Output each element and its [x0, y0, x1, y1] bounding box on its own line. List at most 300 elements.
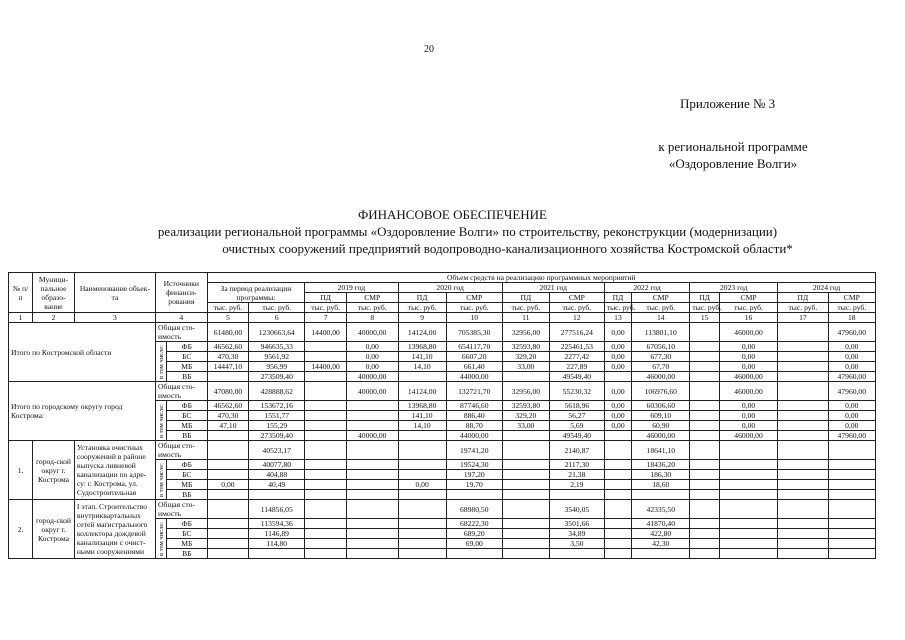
value-cell: 0,00 — [828, 421, 875, 431]
year-2022-header: 2022 год — [604, 283, 690, 293]
value-cell: 2117,30 — [549, 460, 604, 470]
object-row — [9, 500, 876, 519]
value-cell: 46000,00 — [632, 372, 690, 382]
smr-header: СМР — [828, 293, 875, 303]
value-cell — [346, 529, 398, 539]
value-cell: 0,00 — [604, 411, 631, 421]
value-cell — [207, 539, 249, 549]
value-cell — [207, 431, 249, 441]
municipality: город-ской округ г. Кострома — [33, 441, 75, 500]
value-cell: 46000,00 — [632, 431, 690, 441]
value-cell: 1230663,64 — [249, 323, 305, 342]
column-number: 2 — [33, 313, 75, 323]
value-cell: 42,30 — [632, 539, 690, 549]
value-cell: 114856,05 — [249, 500, 305, 519]
column-number: 10 — [446, 313, 502, 323]
row-number: 2. — [9, 500, 33, 559]
value-cell — [398, 529, 446, 539]
value-cell: 69,00 — [446, 539, 502, 549]
value-cell: 3501,66 — [549, 519, 604, 529]
source-label: ФБ — [167, 342, 208, 352]
source-label: ВБ — [167, 490, 208, 500]
value-cell: 277516,24 — [549, 323, 604, 342]
value-cell — [604, 372, 631, 382]
value-cell: 404,88 — [249, 470, 305, 480]
value-cell — [690, 441, 720, 460]
value-cell — [346, 411, 398, 421]
smr-header: СМР — [719, 293, 777, 303]
value-cell: 46562,60 — [207, 401, 249, 411]
value-cell — [502, 500, 549, 519]
value-cell: 13968,80 — [398, 342, 446, 352]
value-cell: 0,00 — [828, 411, 875, 421]
unit-header: тыс. руб. — [207, 303, 249, 313]
title-line-3: очистных сооружений предприятий водопроводно-канализационного хозяйства Костромской области* — [222, 241, 793, 256]
value-cell: 0,00 — [828, 401, 875, 411]
total-row — [9, 382, 876, 401]
unit-header: тыс. руб. — [346, 303, 398, 313]
col-source-header: Источники финанси-рования — [156, 273, 208, 313]
total-row — [9, 323, 876, 342]
value-cell: 0,00 — [604, 401, 631, 411]
value-cell — [502, 519, 549, 529]
value-cell — [690, 490, 720, 500]
value-cell — [305, 411, 347, 421]
value-cell — [604, 519, 631, 529]
value-cell: 18641,10 — [632, 441, 690, 460]
value-cell: 227,89 — [549, 362, 604, 372]
value-cell: 14124,00 — [398, 382, 446, 401]
value-cell — [305, 519, 347, 529]
value-cell: 946635,33 — [249, 342, 305, 352]
source-label: МБ — [167, 421, 208, 431]
unit-header: тыс. руб. — [632, 303, 690, 313]
value-cell: 0,00 — [828, 362, 875, 372]
value-cell — [719, 441, 777, 460]
value-cell — [778, 323, 828, 342]
value-cell — [690, 342, 720, 352]
col-object-header: Наименование объек-та — [74, 273, 155, 313]
pd-header: ПД — [604, 293, 631, 303]
value-cell: 153672,16 — [249, 401, 305, 411]
value-cell — [305, 549, 347, 559]
value-cell: 0,00 — [346, 342, 398, 352]
value-cell — [604, 500, 631, 519]
value-cell — [632, 490, 690, 500]
year-2024-header: 2024 год — [778, 283, 876, 293]
column-number: 1 — [9, 313, 33, 323]
value-cell — [346, 490, 398, 500]
col-num-header: № п/п — [9, 273, 33, 313]
smr-header: СМР — [446, 293, 502, 303]
appendix-ref-line1: к региональной программе — [658, 139, 808, 154]
value-cell: 0,00 — [604, 362, 631, 372]
value-cell — [604, 529, 631, 539]
value-cell: 470,30 — [207, 352, 249, 362]
source-label: БС — [167, 411, 208, 421]
value-cell — [346, 421, 398, 431]
value-cell — [828, 549, 875, 559]
column-number: 14 — [632, 313, 690, 323]
value-cell — [604, 539, 631, 549]
value-cell — [719, 549, 777, 559]
value-cell — [346, 549, 398, 559]
value-cell — [719, 539, 777, 549]
value-cell: 60306,60 — [632, 401, 690, 411]
value-cell: 40000,00 — [346, 323, 398, 342]
smr-header: СМР — [632, 293, 690, 303]
value-cell: 186,30 — [632, 470, 690, 480]
value-cell — [778, 421, 828, 431]
value-cell: 32593,80 — [502, 342, 549, 352]
value-cell — [207, 460, 249, 470]
value-cell: 0,00 — [719, 421, 777, 431]
value-cell — [632, 549, 690, 559]
value-cell: 14,10 — [398, 421, 446, 431]
value-cell: 49549,40 — [549, 431, 604, 441]
year-2023-header: 2023 год — [690, 283, 778, 293]
value-cell — [398, 539, 446, 549]
value-cell — [207, 500, 249, 519]
value-cell: 114,80 — [249, 539, 305, 549]
value-cell: 32593,80 — [502, 401, 549, 411]
value-cell — [305, 401, 347, 411]
value-cell — [398, 460, 446, 470]
value-cell — [305, 529, 347, 539]
unit-header: тыс. руб. — [828, 303, 875, 313]
value-cell — [828, 441, 875, 460]
value-cell: 1551,77 — [249, 411, 305, 421]
value-cell — [249, 490, 305, 500]
column-number: 15 — [690, 313, 720, 323]
value-cell — [346, 539, 398, 549]
value-cell — [690, 372, 720, 382]
value-cell: 0,00 — [604, 323, 631, 342]
value-cell: 113801,10 — [632, 323, 690, 342]
including-label: в том числе: — [156, 519, 167, 559]
value-cell — [502, 539, 549, 549]
value-cell — [778, 411, 828, 421]
value-cell — [778, 401, 828, 411]
value-cell: 60,90 — [632, 421, 690, 431]
column-number: 6 — [249, 313, 305, 323]
value-cell: 47080,00 — [207, 382, 249, 401]
unit-header: тыс. руб. — [446, 303, 502, 313]
value-cell: 61480,00 — [207, 323, 249, 342]
value-cell: 705385,30 — [446, 323, 502, 342]
value-cell: 155,29 — [249, 421, 305, 431]
value-cell: 41870,40 — [632, 519, 690, 529]
value-cell: 14400,00 — [305, 323, 347, 342]
value-cell: 0,00 — [604, 382, 631, 401]
value-cell — [207, 529, 249, 539]
value-cell — [305, 352, 347, 362]
year-2019-header: 2019 год — [305, 283, 398, 293]
group-name: Итого по Костромской области — [9, 323, 156, 382]
value-cell: 40077,80 — [249, 460, 305, 470]
value-cell: 329,20 — [502, 411, 549, 421]
column-number: 8 — [346, 313, 398, 323]
value-cell — [778, 490, 828, 500]
value-cell — [502, 470, 549, 480]
column-number: 7 — [305, 313, 347, 323]
smr-header: СМР — [549, 293, 604, 303]
value-cell: 46000,00 — [719, 323, 777, 342]
value-cell: 654117,70 — [446, 342, 502, 352]
value-cell: 2,19 — [549, 480, 604, 490]
source-label: ФБ — [167, 519, 208, 529]
value-cell — [828, 460, 875, 470]
value-cell — [305, 421, 347, 431]
column-number: 3 — [74, 313, 155, 323]
value-cell: 14124,00 — [398, 323, 446, 342]
value-cell: 56,27 — [549, 411, 604, 421]
title-line-1: ФИНАНСОВОЕ ОБЕСПЕЧЕНИЕ — [357, 207, 548, 222]
value-cell: 46000,00 — [719, 382, 777, 401]
column-number: 5 — [207, 313, 249, 323]
value-cell — [690, 421, 720, 431]
year-2020-header: 2020 год — [398, 283, 502, 293]
value-cell — [690, 539, 720, 549]
value-cell: 33,00 — [502, 362, 549, 372]
value-cell: 956,99 — [249, 362, 305, 372]
value-cell: 0,00 — [719, 362, 777, 372]
object-name: I этап. Строительство внутриквартальных сетей магистрального коллектора дождевой канализации с очист-ными сооружениями — [74, 500, 155, 559]
value-cell — [778, 431, 828, 441]
value-cell: 661,40 — [446, 362, 502, 372]
value-cell — [690, 362, 720, 372]
value-cell — [207, 441, 249, 460]
value-cell — [249, 549, 305, 559]
value-cell: 33,00 — [502, 421, 549, 431]
page-number: 20 — [424, 44, 434, 55]
value-cell: 68222,30 — [446, 519, 502, 529]
value-cell — [549, 490, 604, 500]
value-cell — [690, 470, 720, 480]
value-cell — [207, 490, 249, 500]
unit-header: тыс. руб. — [690, 303, 720, 313]
value-cell: 5618,96 — [549, 401, 604, 411]
value-cell — [549, 549, 604, 559]
value-cell — [778, 500, 828, 519]
value-cell: 19741,20 — [446, 441, 502, 460]
value-cell: 113594,36 — [249, 519, 305, 529]
value-cell: 47,10 — [207, 421, 249, 431]
value-cell — [690, 500, 720, 519]
source-total-label: Общая сто-имость — [156, 441, 208, 460]
value-cell: 0,00 — [604, 352, 631, 362]
municipality: город-ской округ г. Кострома — [33, 500, 75, 559]
value-cell: 197,20 — [446, 470, 502, 480]
value-cell — [778, 342, 828, 352]
value-cell — [398, 431, 446, 441]
value-cell: 0,00 — [719, 411, 777, 421]
unit-header: тыс. руб. — [398, 303, 446, 313]
value-cell: 18,60 — [632, 480, 690, 490]
source-label: ВБ — [167, 372, 208, 382]
value-cell — [398, 549, 446, 559]
value-cell — [502, 441, 549, 460]
value-cell: 40000,00 — [346, 382, 398, 401]
value-cell — [690, 480, 720, 490]
value-cell — [778, 470, 828, 480]
value-cell: 32956,00 — [502, 323, 549, 342]
value-cell: 47960,00 — [828, 382, 875, 401]
value-cell: 886,40 — [446, 411, 502, 421]
value-cell: 106976,60 — [632, 382, 690, 401]
value-cell: 21,38 — [549, 470, 604, 480]
value-cell: 422,80 — [632, 529, 690, 539]
value-cell — [719, 480, 777, 490]
value-cell — [690, 382, 720, 401]
value-cell — [207, 519, 249, 529]
value-cell: 273509,40 — [249, 372, 305, 382]
value-cell — [690, 401, 720, 411]
value-cell: 67056,10 — [632, 342, 690, 352]
value-cell — [719, 519, 777, 529]
value-cell — [305, 372, 347, 382]
value-cell: 273509,40 — [249, 431, 305, 441]
source-label: ВБ — [167, 549, 208, 559]
value-cell: 40000,00 — [346, 431, 398, 441]
value-cell: 0,00 — [828, 352, 875, 362]
pd-header: ПД — [502, 293, 549, 303]
value-cell: 329,20 — [502, 352, 549, 362]
value-cell: 0,00 — [207, 480, 249, 490]
value-cell — [604, 441, 631, 460]
value-cell: 44000,00 — [446, 372, 502, 382]
value-cell: 14400,00 — [305, 362, 347, 372]
value-cell — [828, 529, 875, 539]
value-cell: 55230,32 — [549, 382, 604, 401]
column-number: 16 — [719, 313, 777, 323]
value-cell — [828, 500, 875, 519]
value-cell — [346, 480, 398, 490]
header-row-1 — [9, 273, 876, 283]
value-cell — [778, 539, 828, 549]
value-cell: 44000,00 — [446, 431, 502, 441]
value-cell — [346, 500, 398, 519]
pd-header: ПД — [690, 293, 720, 303]
value-cell — [828, 539, 875, 549]
value-cell — [690, 460, 720, 470]
value-cell — [778, 362, 828, 372]
value-cell — [778, 549, 828, 559]
value-cell — [778, 372, 828, 382]
year-2021-header: 2021 год — [502, 283, 604, 293]
column-number: 11 — [502, 313, 549, 323]
value-cell: 34,89 — [549, 529, 604, 539]
value-cell — [778, 460, 828, 470]
value-cell: 3540,05 — [549, 500, 604, 519]
including-label: в том числе: — [156, 460, 167, 500]
value-cell: 9561,92 — [249, 352, 305, 362]
value-cell: 87746,60 — [446, 401, 502, 411]
value-cell: 47960,00 — [828, 372, 875, 382]
value-cell: 2140,87 — [549, 441, 604, 460]
value-cell: 19,70 — [446, 480, 502, 490]
value-cell — [502, 529, 549, 539]
value-cell — [690, 431, 720, 441]
value-cell — [690, 529, 720, 539]
appendix-number: Приложение № 3 — [680, 96, 776, 111]
value-cell: 609,10 — [632, 411, 690, 421]
value-cell: 32956,00 — [502, 382, 549, 401]
value-cell — [398, 490, 446, 500]
value-cell: 0,00 — [719, 352, 777, 362]
value-cell — [305, 460, 347, 470]
source-label: ФБ — [167, 401, 208, 411]
value-cell: 0,00 — [346, 352, 398, 362]
value-cell — [346, 519, 398, 529]
value-cell: 14,10 — [398, 362, 446, 372]
unit-header: тыс. руб. — [604, 303, 631, 313]
value-cell: 0,00 — [719, 401, 777, 411]
value-cell: 1146,89 — [249, 529, 305, 539]
value-cell — [207, 372, 249, 382]
value-cell: 49549,40 — [549, 372, 604, 382]
value-cell — [828, 470, 875, 480]
value-cell — [719, 529, 777, 539]
value-cell — [346, 460, 398, 470]
group-name: Итого по городскому округу город Кострома: — [9, 382, 156, 441]
source-label: ФБ — [167, 460, 208, 470]
value-cell — [604, 490, 631, 500]
value-cell — [446, 549, 502, 559]
value-cell — [690, 323, 720, 342]
including-label: в том числе: — [156, 342, 167, 382]
value-cell: 40,49 — [249, 480, 305, 490]
column-number: 18 — [828, 313, 875, 323]
value-cell — [690, 352, 720, 362]
value-cell: 0,00 — [719, 342, 777, 352]
value-cell: 428888,62 — [249, 382, 305, 401]
smr-header: СМР — [346, 293, 398, 303]
column-number-row — [9, 313, 876, 323]
value-cell: 689,20 — [446, 529, 502, 539]
value-cell — [778, 529, 828, 539]
col-municipality-header: Муници-пальное образо-вание — [33, 273, 75, 313]
financing-table — [8, 272, 876, 559]
unit-header: тыс. руб. — [502, 303, 549, 313]
column-number: 4 — [156, 313, 208, 323]
value-cell — [398, 470, 446, 480]
source-label: МБ — [167, 362, 208, 372]
value-cell: 40523,17 — [249, 441, 305, 460]
pd-header: ПД — [778, 293, 828, 303]
value-cell — [502, 431, 549, 441]
column-number: 13 — [604, 313, 631, 323]
appendix-reference — [648, 138, 818, 172]
value-cell: 0,00 — [604, 421, 631, 431]
value-cell — [346, 401, 398, 411]
value-cell — [719, 470, 777, 480]
value-cell: 0,00 — [604, 342, 631, 352]
value-cell: 46562,60 — [207, 342, 249, 352]
value-cell: 2277,42 — [549, 352, 604, 362]
unit-header: тыс. руб. — [249, 303, 305, 313]
column-number: 17 — [778, 313, 828, 323]
title-line-2: реализации региональной программы «Оздоровление Волги» по строительству, реконструкции (модернизации) — [157, 224, 778, 239]
value-cell — [305, 441, 347, 460]
value-cell — [778, 382, 828, 401]
value-cell — [305, 490, 347, 500]
value-cell — [305, 470, 347, 480]
col-volume-header: Объем средств на реализацию программных мероприятий — [207, 273, 875, 283]
value-cell: 3,50 — [549, 539, 604, 549]
value-cell: 5,69 — [549, 421, 604, 431]
source-total-label: Общая сто-имость — [156, 500, 208, 519]
